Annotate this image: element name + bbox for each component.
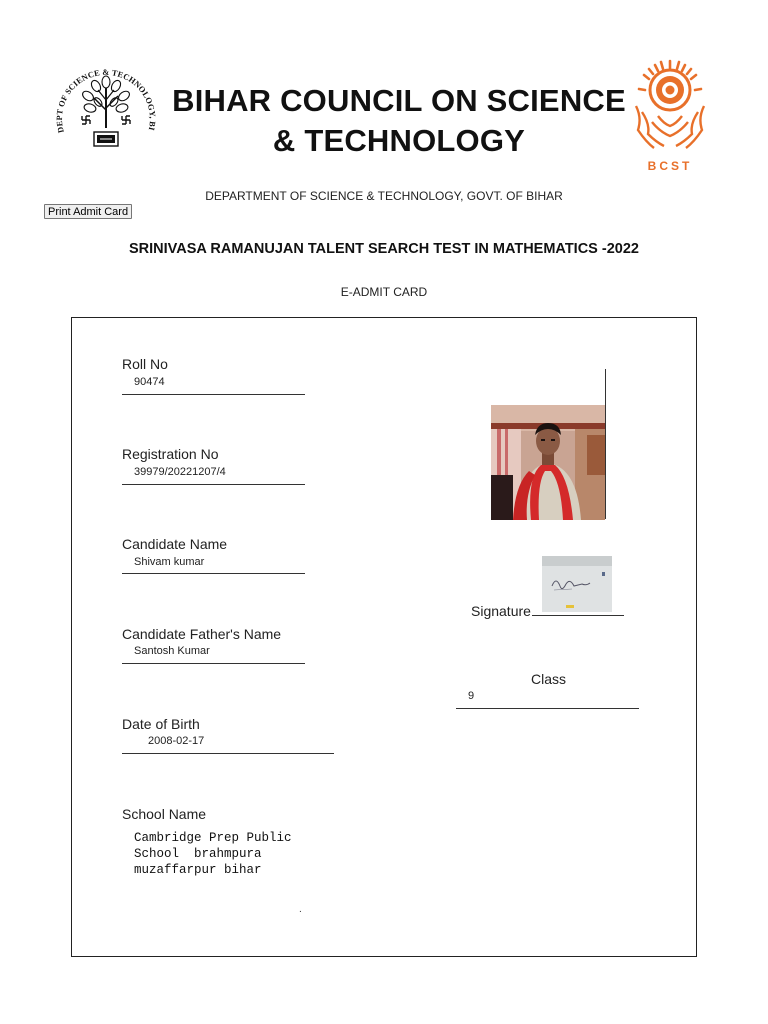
svg-text:DEPT OF SCIENCE & TECHNOLOGY, bbox=[52, 58, 157, 134]
seal-ring-text: DEPT OF SCIENCE & TECHNOLOGY, BI bbox=[54, 67, 158, 134]
class-label: Class bbox=[531, 671, 567, 687]
candidate-photo bbox=[491, 405, 605, 520]
candidate-name-label: Candidate Name bbox=[122, 536, 228, 552]
class-value: 9 bbox=[468, 690, 475, 702]
signature-image-icon bbox=[542, 556, 612, 612]
department-subtitle: DEPARTMENT OF SCIENCE & TECHNOLOGY, GOVT. OF BIHAR bbox=[205, 189, 563, 203]
e-admit-card-label: E-ADMIT CARD bbox=[340, 285, 428, 299]
roll-no-underline bbox=[122, 394, 305, 395]
candidate-name-value: Shivam kumar bbox=[134, 556, 205, 568]
roll-no-label: Roll No bbox=[122, 356, 168, 372]
father-name-underline bbox=[122, 663, 305, 664]
school-name-label: School Name bbox=[122, 806, 207, 822]
class-underline bbox=[456, 708, 639, 709]
candidate-photo-icon bbox=[491, 405, 605, 520]
father-name-value: Santosh Kumar bbox=[134, 645, 210, 657]
trailing-dot-mark: . bbox=[299, 904, 302, 915]
print-admit-card-button[interactable]: Print Admit Card bbox=[44, 204, 132, 219]
dept-science-technology-logo bbox=[52, 58, 160, 154]
council-title-line-2: & TECHNOLOGY bbox=[272, 123, 526, 158]
signature-image bbox=[542, 556, 612, 612]
registration-no-underline bbox=[122, 484, 305, 485]
roll-no-value: 90474 bbox=[134, 376, 165, 388]
signature-label: Signature bbox=[471, 603, 531, 619]
candidate-name-underline bbox=[122, 573, 305, 574]
school-name-value: Cambridge Prep Public School brahmpura muzaffarpur bihar bbox=[134, 831, 292, 877]
dept-seal-icon bbox=[52, 58, 160, 154]
signature-underline bbox=[532, 615, 624, 616]
dob-underline bbox=[122, 753, 334, 754]
council-title-line-1: BIHAR COUNCIL ON SCIENCE bbox=[172, 83, 626, 118]
father-name-label: Candidate Father's Name bbox=[122, 626, 282, 642]
photo-frame-line bbox=[605, 369, 606, 519]
bcst-logo-text: BCST bbox=[647, 159, 693, 173]
exam-title: SRINIVASA RAMANUJAN TALENT SEARCH TEST IN MATHEMATICS -2022 bbox=[129, 241, 639, 257]
registration-no-value: 39979/20221207/4 bbox=[134, 466, 226, 478]
registration-no-label: Registration No bbox=[122, 446, 219, 462]
dob-label: Date of Birth bbox=[122, 716, 200, 732]
dob-value: 2008-02-17 bbox=[148, 735, 205, 747]
bcst-logo bbox=[632, 58, 708, 174]
bcst-logo-icon bbox=[632, 58, 708, 174]
